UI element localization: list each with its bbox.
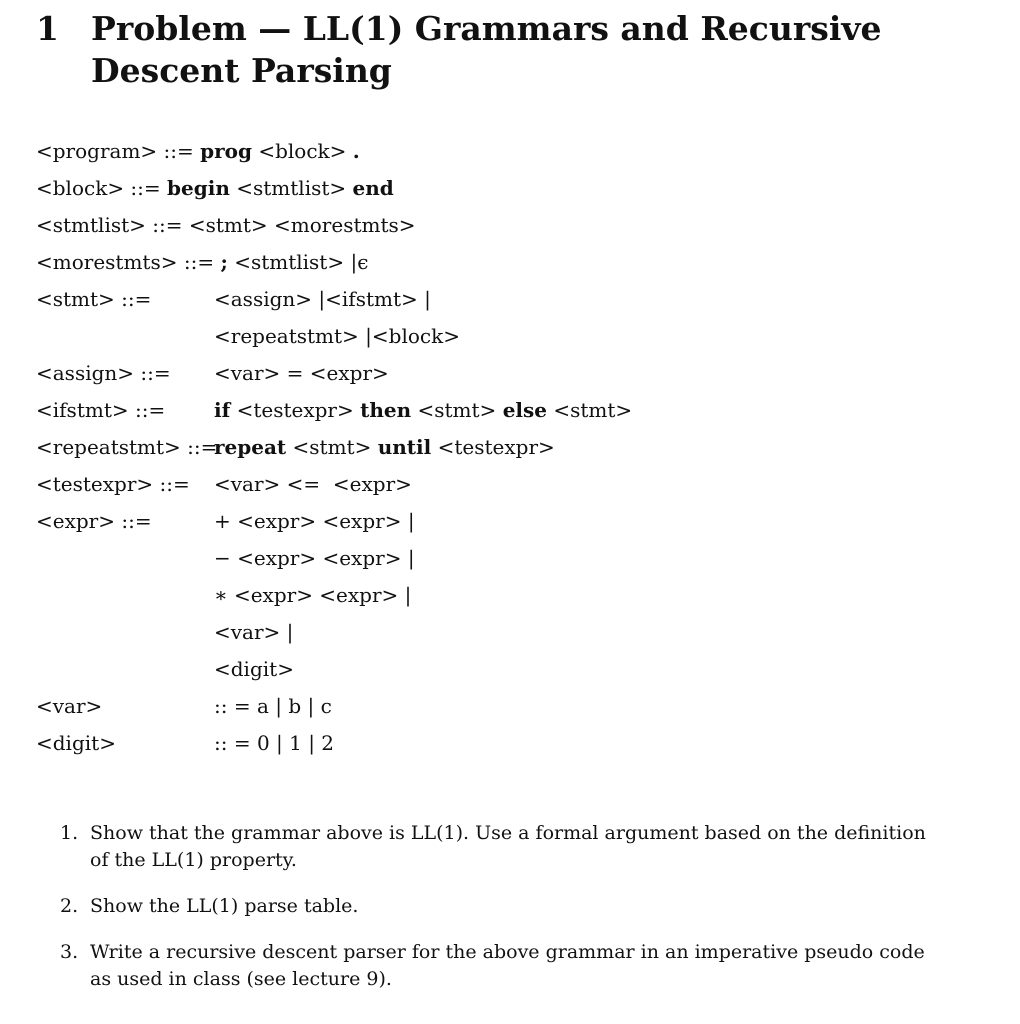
repeat-testexpr: <testexpr>	[437, 435, 555, 459]
production-expr-cont	[36, 617, 416, 654]
production-expr-cont	[36, 654, 416, 691]
lhs-var: <var>	[36, 694, 103, 718]
expr-rhs-minus: − <expr> <expr> |	[214, 546, 415, 570]
production-var	[36, 691, 416, 728]
lhs-block: <block> ::=	[36, 176, 161, 200]
repeat-stmt: <stmt>	[292, 435, 372, 459]
production-digit	[36, 728, 416, 765]
keyword-end: end	[352, 176, 394, 200]
production-assign	[36, 358, 416, 395]
assign-rhs: <var> = <expr>	[214, 361, 389, 385]
lhs-repeatstmt: <repeatstmt> ::=	[36, 435, 218, 459]
lhs-expr: <expr> ::=	[36, 509, 152, 533]
expr-rhs-times: ∗ <expr> <expr> |	[214, 583, 412, 607]
keyword-if: if	[214, 398, 231, 422]
keyword-repeat: repeat	[214, 435, 287, 459]
section-heading	[36, 8, 966, 92]
digit-rhs: :: = 0 | 1 | 2	[214, 731, 335, 755]
production-ifstmt	[36, 395, 633, 432]
production-morestmts	[36, 247, 416, 284]
keyword-prog: prog	[200, 139, 252, 163]
terminal-period: .	[352, 139, 360, 163]
production-expr	[36, 506, 416, 543]
nonterminal-block: <block>	[258, 139, 347, 163]
lhs-digit: <digit>	[36, 731, 116, 755]
expr-rhs-var: <var> |	[214, 620, 294, 644]
question-item	[60, 939, 940, 993]
lhs-morestmts: <morestmts> ::=	[36, 250, 215, 274]
testexpr-rhs: <var> <= <expr>	[214, 472, 412, 496]
section-title: Problem — LL(1) Grammars and Recursive Descent Parsing	[91, 9, 882, 90]
question-number: 1.	[60, 822, 79, 844]
lhs-assign: <assign> ::=	[36, 361, 171, 385]
keyword-then: then	[360, 398, 412, 422]
production-stmtlist	[36, 210, 416, 247]
production-stmt	[36, 284, 431, 321]
expr-rhs-digit: <digit>	[214, 657, 294, 681]
var-rhs: :: = a | b | c	[214, 694, 332, 718]
question-number: 3.	[60, 941, 79, 963]
morestmts-rhs: <stmtlist> |ϵ	[234, 250, 369, 274]
question-number: 2.	[60, 895, 79, 917]
nonterminal-stmtlist: <stmtlist>	[236, 176, 347, 200]
question-text: Write a recursive descent parser for the above grammar in an imperative pseudo code as used in class (see lecture 9).	[90, 941, 925, 990]
production-testexpr	[36, 469, 416, 506]
ifstmt-testexpr: <testexpr>	[236, 398, 354, 422]
keyword-until: until	[377, 435, 432, 459]
production-repeatstmt	[36, 432, 555, 469]
terminal-semicolon: ;	[220, 250, 228, 274]
question-text: Show that the grammar above is LL(1). Use a formal argument based on the definition of the LL(1) property.	[90, 822, 926, 871]
production-stmt-cont	[36, 321, 460, 358]
production-expr-cont	[36, 580, 416, 617]
ifstmt-stmt-else: <stmt>	[553, 398, 633, 422]
lhs-program: <program> ::=	[36, 139, 194, 163]
lhs-testexpr: <testexpr> ::=	[36, 472, 190, 496]
lhs-stmt: <stmt> ::=	[36, 287, 152, 311]
keyword-begin: begin	[167, 176, 230, 200]
stmtlist-rule: <stmtlist> ::= <stmt> <morestmts>	[36, 213, 416, 237]
ifstmt-stmt-then: <stmt>	[417, 398, 497, 422]
expr-rhs-plus: + <expr> <expr> |	[214, 509, 415, 533]
question-item	[60, 893, 940, 920]
lhs-ifstmt: <ifstmt> ::=	[36, 398, 166, 422]
production-program	[36, 136, 416, 173]
section-number: 1	[36, 9, 59, 48]
question-item	[60, 820, 940, 874]
question-text: Show the LL(1) parse table.	[90, 895, 359, 917]
production-block	[36, 173, 416, 210]
stmt-rhs-2: <repeatstmt> |<block>	[214, 324, 460, 348]
question-list	[60, 820, 940, 1012]
keyword-else: else	[502, 398, 547, 422]
production-expr-cont	[36, 543, 416, 580]
grammar-block	[36, 136, 633, 765]
stmt-rhs-1: <assign> |<ifstmt> |	[214, 287, 431, 311]
